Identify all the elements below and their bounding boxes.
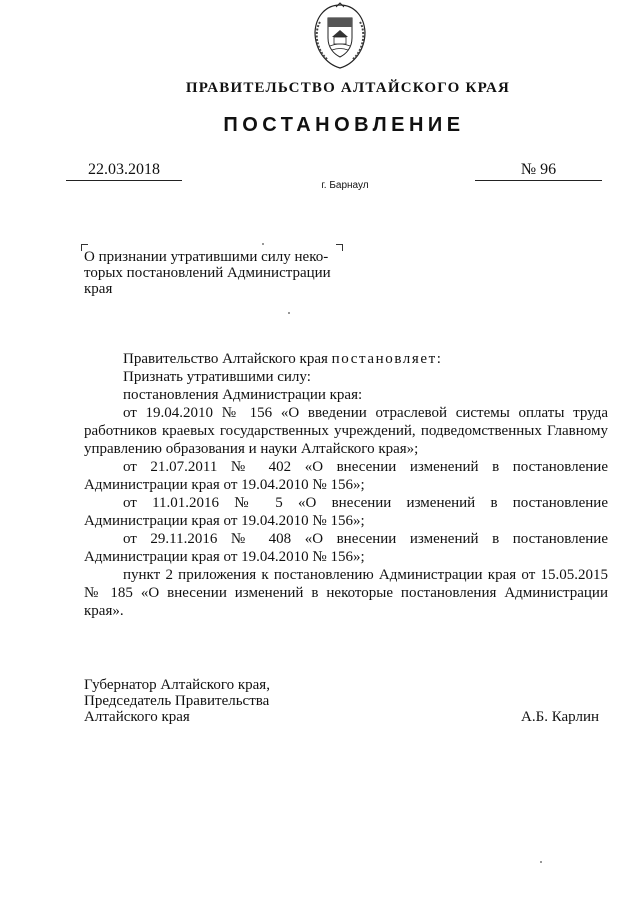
signatory-title-line: Председатель Правительства (84, 693, 270, 709)
subject-line: О признании утратившими силу неко- (84, 249, 329, 265)
body-paragraph: пункт 2 приложения к постановлению Администрации края от 15.05.2015 № 185 «О внесении изменений в некоторые постановления Администрации края». (84, 567, 608, 619)
scan-speck (262, 243, 264, 245)
document-subject (84, 249, 346, 297)
body-paragraph: Признать утратившими силу: (123, 369, 311, 385)
signatory-title-line: Алтайского края (84, 709, 190, 725)
subject-line: торых постановлений Администрации (84, 265, 331, 281)
body-paragraph: от 19.04.2010 № 156 «О введении отраслевой системы оплаты труда работников краевых государственных учреждений, подведомственных Главному управлению образования и науки Алтайского края»; (84, 405, 608, 457)
body-paragraph: от 21.07.2011 № 402 «О внесении изменений в постановление Администрации края от 19.04.2010 № 156»; (84, 459, 608, 493)
scan-speck (540, 861, 542, 863)
signatory-title (84, 677, 270, 725)
document-body (84, 350, 608, 620)
body-paragraph: от 29.11.2016 № 408 «О внесении изменений в постановление Администрации края от 19.04.2010 № 156»; (84, 531, 608, 565)
subject-line: края (84, 281, 113, 297)
body-paragraph: от 11.01.2016 № 5 «О внесении изменений в постановление Администрации края от 19.04.2010 № 156»; (84, 495, 608, 529)
body-paragraph: постановления Администрации края: (123, 387, 363, 403)
document-type-title: ПОСТАНОВЛЕНИЕ (223, 114, 465, 136)
government-name: ПРАВИТЕЛЬСТВО АЛТАЙСКОГО КРАЯ (185, 80, 511, 96)
city-name: г. Барнаул (321, 180, 369, 191)
signatory-name: А.Б. Карлин (521, 709, 600, 725)
document-number: № 96 (475, 161, 602, 181)
intro-resolves: постановляет: (331, 351, 443, 367)
body-intro (84, 350, 608, 368)
scan-speck (288, 312, 290, 314)
document-date: 22.03.2018 (66, 161, 182, 181)
signatory-title-line: Губернатор Алтайского края, (84, 677, 270, 693)
coat-of-arms-icon (306, 2, 374, 70)
intro-text: Правительство Алтайского края (123, 351, 332, 367)
